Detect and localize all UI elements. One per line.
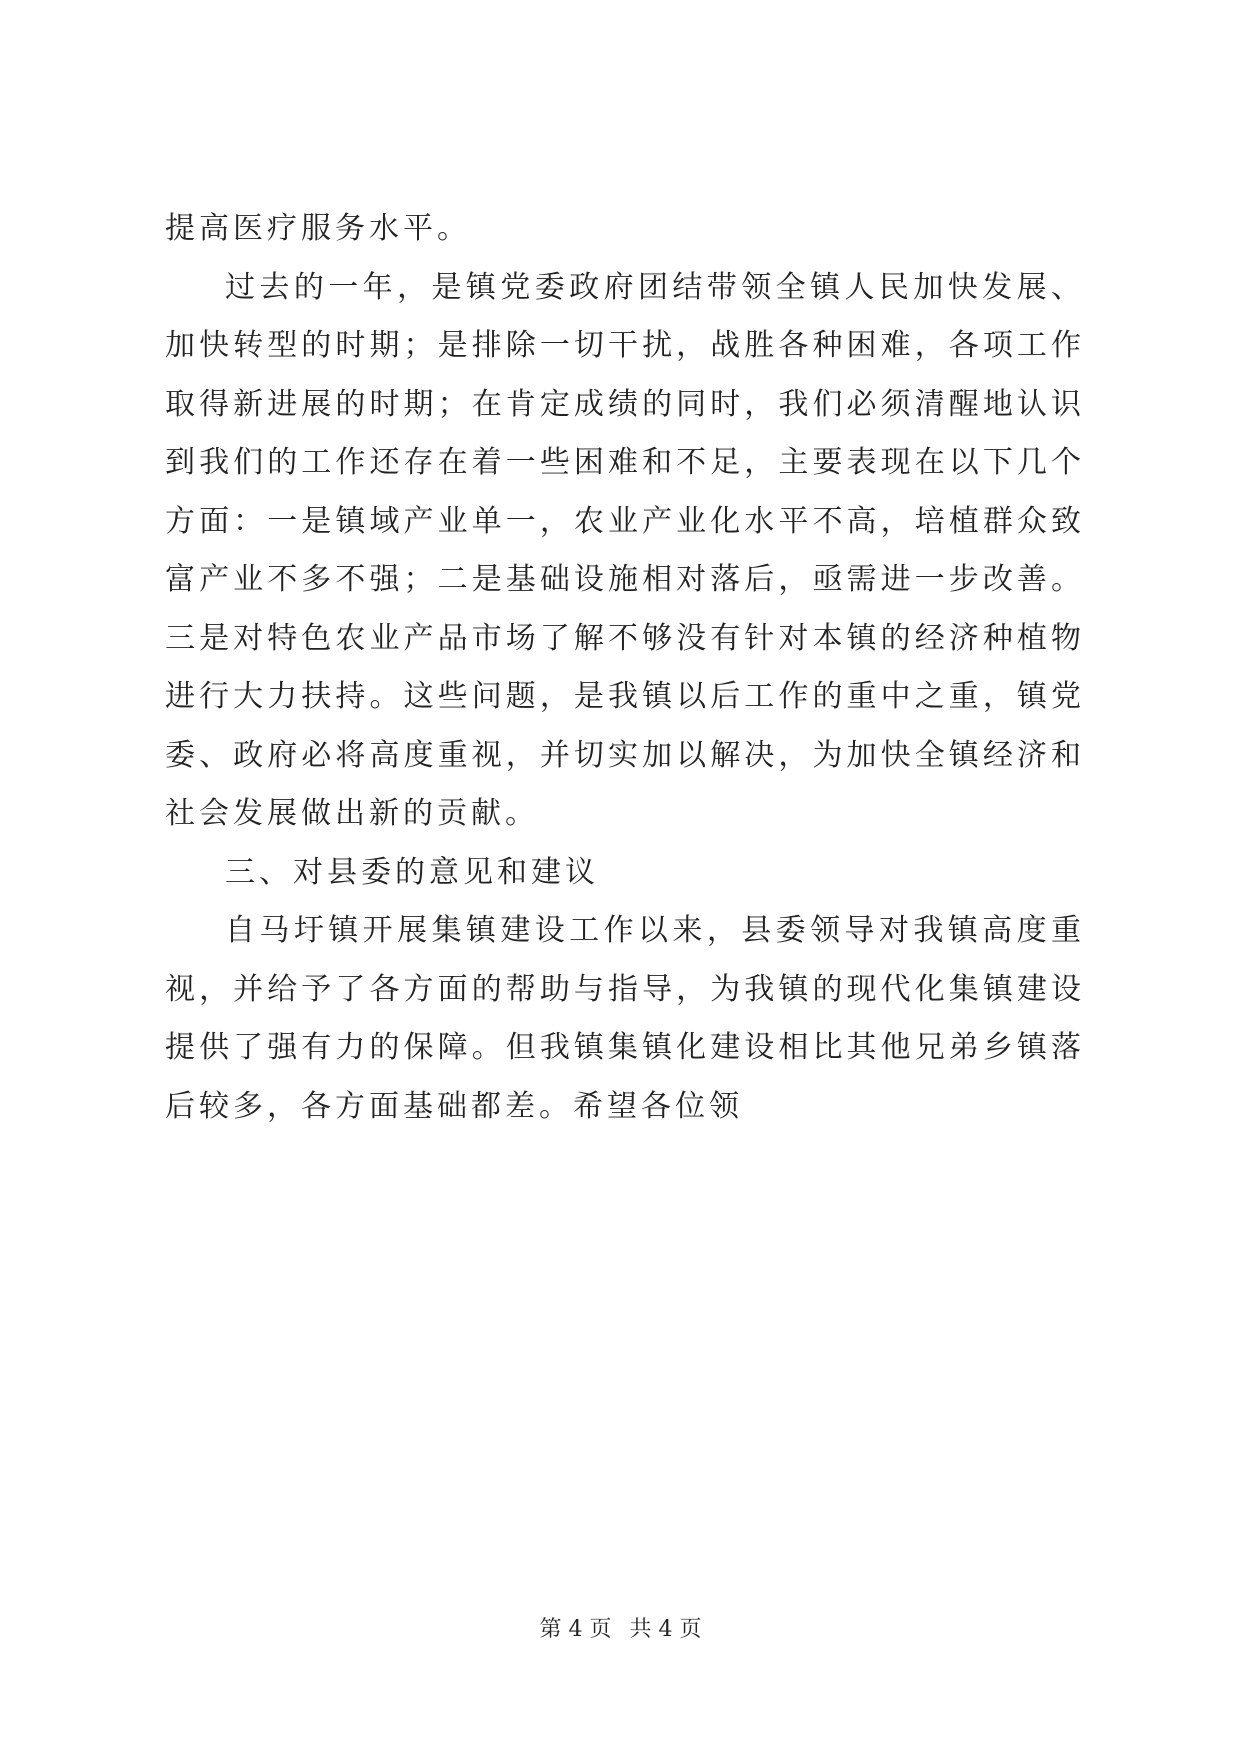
page-total: 共 4 页 [629,1617,702,1642]
paragraph-1: 提高医疗服务水平。 [165,211,471,246]
paragraph-2: 过去的一年，是镇党委政府团结带领全镇人民加快发展、加快转型的时期；是排除一切干扰，战胜各种困难，各项工作取得新进展的时期；在肯定成绩的同时，我们必须清醒地认识到我们的工作还存在着一些困难和不足，主要表现在以下几个方面：一是镇域产业单一，农业产业化水平不高，培植群众致富产业不多不强；二是基础设施相对落后，亟需进一步改善。三是对特色农业产品市场了解不够没有针对本镇的经济种植物进行大力扶持。这些问题，是我镇以后工作的重中之重，镇党委、政府必将高度重视，并切实加以解决，为加快全镇经济和社会发展做出新的贡献。 [165,269,1085,831]
page-number: 第 4 页 [539,1617,612,1642]
section-heading: 三、对县委的意见和建议 [225,854,599,890]
paragraph-3: 自马圩镇开展集镇建设工作以来，县委领导对我镇高度重视，并给予了各方面的帮助与指导，为我镇的现代化集镇建设提供了强有力的保障。但我镇集镇化建设相比其他兄弟乡镇落后较多，各方面基础都差。希望各位领 [165,913,1085,1124]
body-text [165,200,1085,1136]
page-footer [0,1612,1241,1643]
